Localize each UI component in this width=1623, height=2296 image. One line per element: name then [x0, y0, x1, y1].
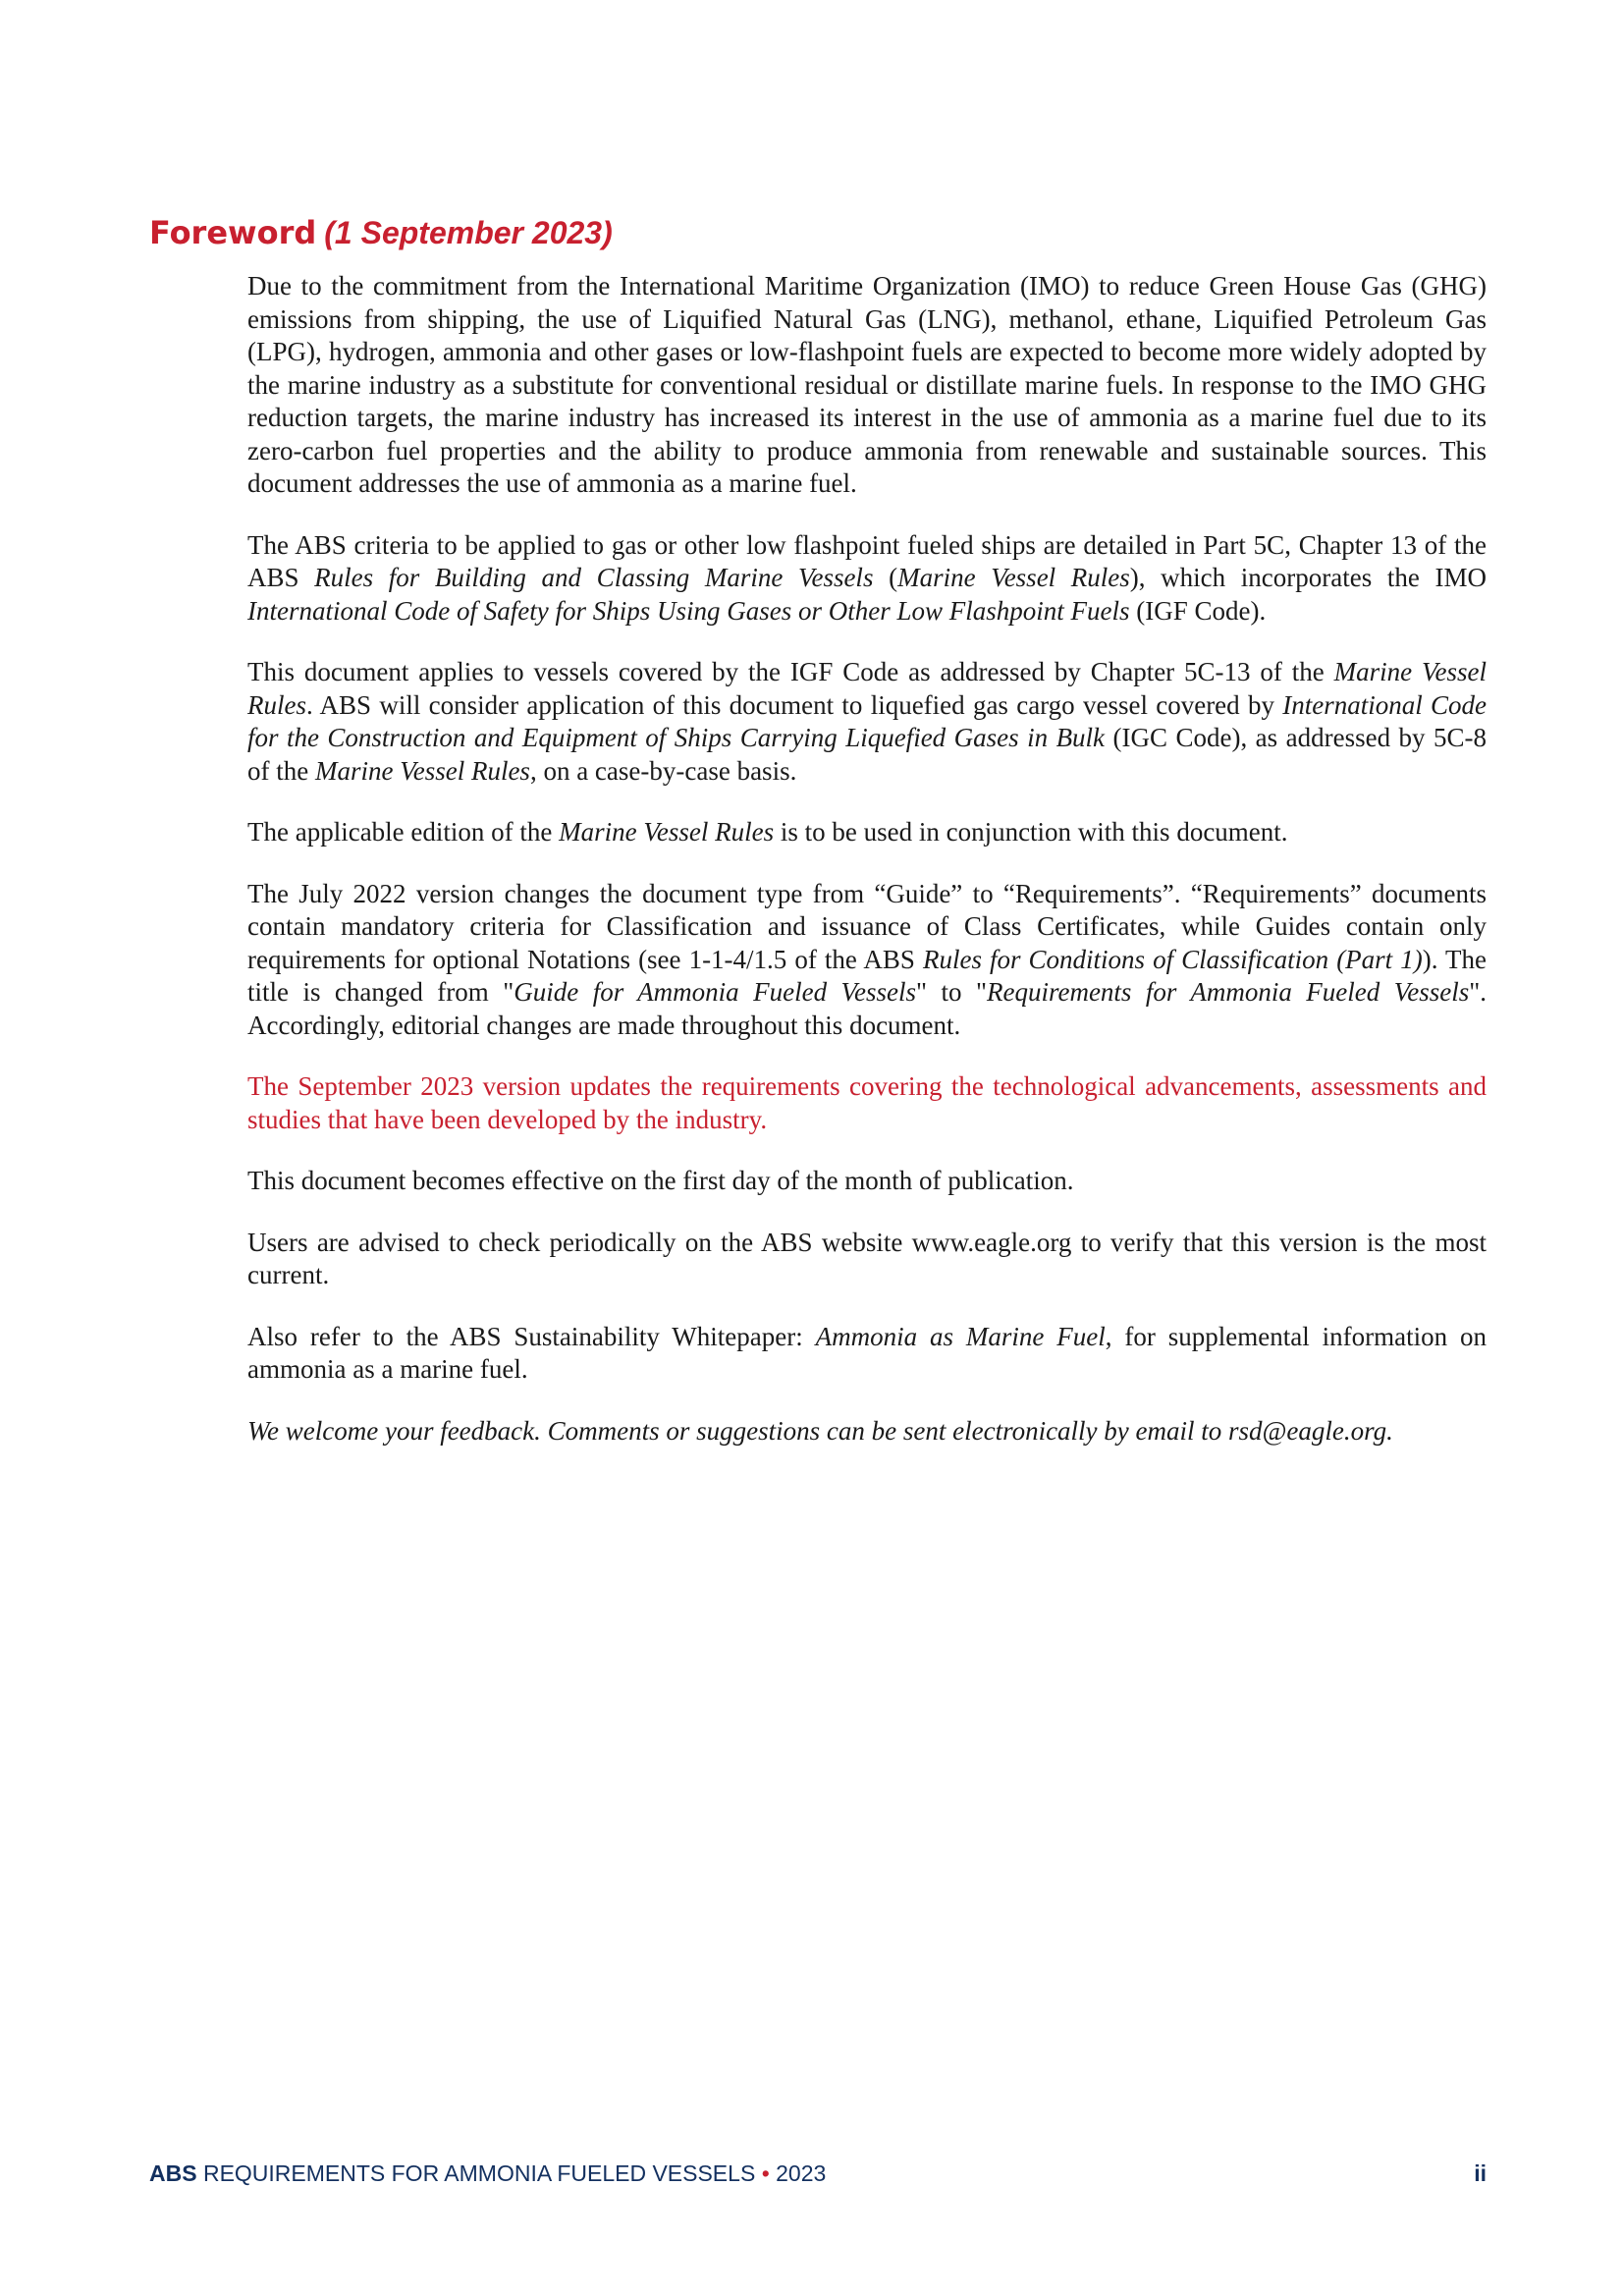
text-run: , on a case-by-case basis.	[529, 755, 797, 786]
paragraph-whitepaper	[247, 1321, 1487, 1387]
paragraph-applicable-edition	[247, 816, 1487, 849]
text-run: The applicable edition of the	[247, 817, 560, 847]
text-run: ". Accordingly, editorial changes are made throughout this document.	[247, 977, 1487, 1040]
text-run: " to "	[916, 977, 987, 1007]
paragraph-feedback: We welcome your feedback. Comments or suggestions can be sent electronically by email to rsd@eagle.org.	[247, 1415, 1393, 1446]
paragraph-applicability	[247, 656, 1487, 788]
paragraph-ghg-context	[247, 270, 1487, 501]
italic-title: Marine Vessel Rules	[247, 657, 1488, 720]
text-run: Also refer to the ABS Sustainability Whitepaper:	[247, 1321, 816, 1351]
heading-date: (1 September 2023)	[324, 215, 613, 250]
text-run: The July 2022 version changes the document type from “Guide” to “Requirements”. “Requirements” documents contain mandatory criteria for Classification and issuance of Class Certificates, while Guides contain only requirements for optional Notations (see 1-1-4/1.5 of the ABS	[247, 878, 1487, 974]
footer-doc-title: REQUIREMENTS FOR AMMONIA FUELED VESSELS	[196, 2160, 762, 2186]
footer-year: 2023	[769, 2160, 827, 2186]
footer-separator: •	[761, 2160, 770, 2186]
italic-title: Marine Vessel Rules	[559, 817, 775, 847]
text-run: Due to the commitment from the International Maritime Organization (IMO) to reduce Green House Gas (GHG) emissions from shipping, the use of Liquified Natural Gas (LNG), methanol, ethane, Liquified Petroleum Gas (LPG), hydrogen, ammonia and other gases or low-flashpoint fuels are expected to become more widely adopted by the marine industry as a substitute for conventional residual or distillate marine fuels. In response to the IMO GHG reduction targets, the marine industry has increased its interest in the use of ammonia as a marine fuel due to its zero-carbon fuel properties and the ability to produce ammonia from renewable and sustainable sources. This document addresses the use of ammonia as a marine fuel.	[247, 271, 1487, 498]
text-run: (IGF Code).	[1129, 595, 1267, 626]
italic-title: Rules for Building and Classing Marine Vessels	[314, 563, 874, 592]
italic-title: Rules for Conditions of Classification (Part 1)	[922, 944, 1423, 974]
text-run: ). The title is changed from "	[247, 944, 1487, 1007]
italic-title: Requirements for Ammonia Fueled Vessels	[986, 977, 1470, 1007]
foreword-body	[247, 270, 1487, 1476]
paragraph-september-2023-update: The September 2023 version updates the requirements covering the technological advancements, assessments and studies that have been developed by the industry.	[247, 1071, 1487, 1134]
paragraph-abs-criteria	[247, 529, 1487, 629]
heading-word: Foreword	[149, 214, 317, 251]
italic-title: International Code for the Construction and Equipment of Ships Carrying Liquefied Gases in Bulk	[247, 689, 1487, 752]
text-run: , for supplemental information on ammonia as a marine fuel.	[247, 1321, 1488, 1384]
italic-title: Marine Vessel Rules	[897, 563, 1130, 592]
italic-title: International Code of Safety for Ships Using Gases or Other Low Flashpoint Fuels	[247, 595, 1130, 626]
text-run: The ABS criteria to be applied to gas or other low flashpoint fueled ships are detailed in Part 5C, Chapter 13 of the ABS	[247, 529, 1487, 592]
page-footer	[149, 2160, 1487, 2187]
text-run: (IGC Code), as addressed by 5C-8 of the	[247, 723, 1487, 786]
text-run: This document applies to vessels covered by the IGF Code as addressed by Chapter 5C-13 of the	[247, 657, 1334, 686]
paragraph-website-check: Users are advised to check periodically on the ABS website www.eagle.org to verify that this version is the most current.	[247, 1227, 1487, 1289]
text-run: ), which incorporates the IMO	[1129, 563, 1487, 592]
paragraph-july-2022-changes	[247, 878, 1487, 1043]
foreword-heading	[149, 214, 613, 251]
text-run: (	[873, 563, 898, 592]
footer-brand: ABS	[149, 2160, 197, 2186]
text-run: . ABS will consider application of this document to liquefied gas cargo vessel covered by	[306, 689, 1283, 720]
italic-title: Ammonia as Marine Fuel	[815, 1321, 1106, 1351]
italic-title: Marine Vessel Rules	[314, 755, 530, 786]
text-run: is to be used in conjunction with this document.	[774, 817, 1288, 847]
page-number: ii	[1474, 2160, 1487, 2186]
paragraph-effective-date: This document becomes effective on the first day of the month of publication.	[247, 1166, 1074, 1195]
italic-title: Guide for Ammonia Fueled Vessels	[514, 977, 917, 1007]
footer-title	[149, 2160, 826, 2187]
